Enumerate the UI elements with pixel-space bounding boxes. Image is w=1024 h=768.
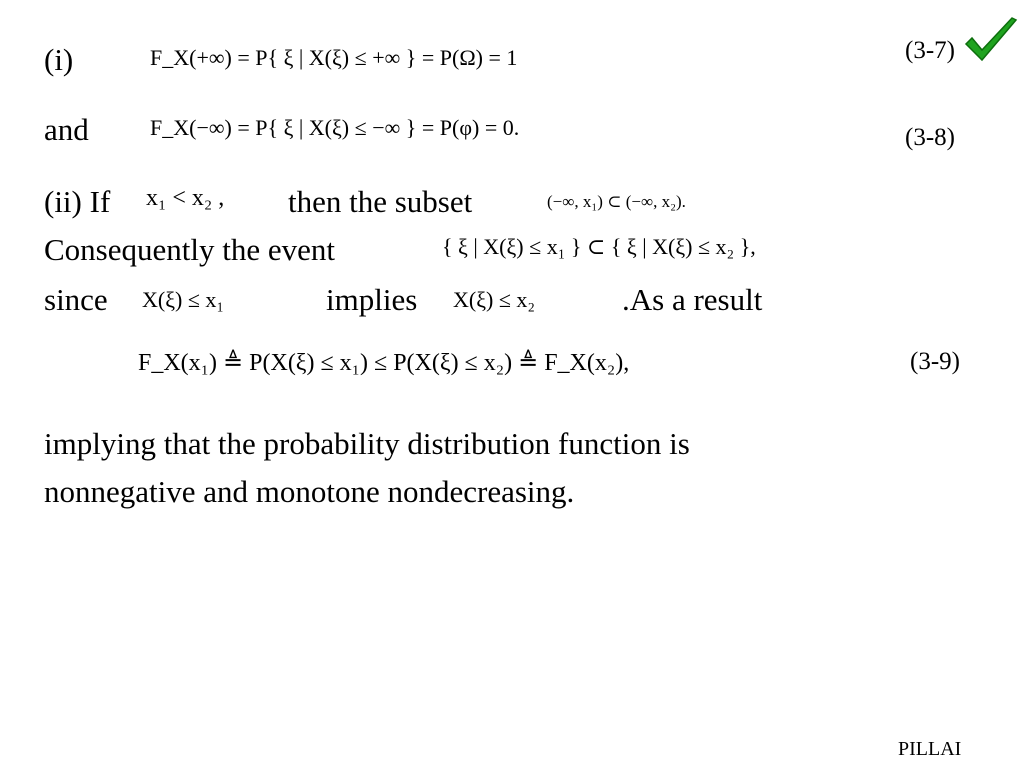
then-the-subset-text: then the subset — [288, 184, 473, 219]
label-i: (i) — [44, 42, 74, 77]
conclusion-line-2: nonnegative and monotone nondecreasing. — [44, 474, 575, 509]
equation-3-9: F_X(x₁) ≜ P(X(ξ) ≤ x₁) ≤ P(X(ξ) ≤ x₂) ≜ F_X(x₂), — [138, 350, 630, 376]
since-text: since — [44, 282, 108, 317]
label-ii-if: (ii) If — [44, 184, 111, 219]
equation-number-3-8: (3-8) — [905, 124, 955, 151]
condition-x1-less-than-x2: x₁ < x₂ , — [146, 185, 225, 211]
label-and: and — [44, 112, 89, 147]
equation-number-3-9: (3-9) — [910, 348, 960, 375]
implies-text: implies — [326, 282, 418, 317]
checkmark-icon — [962, 14, 1020, 66]
interval-subset: (−∞, x₁) ⊂ (−∞, x₂). — [547, 192, 686, 211]
as-a-result-text: .As a result — [622, 282, 763, 317]
conclusion-line-1: implying that the probability distribution function is — [44, 426, 690, 461]
equation-3-7: F_X(+∞) = P{ ξ | X(ξ) ≤ +∞ } = P(Ω) = 1 — [150, 45, 518, 70]
since-expression: X(ξ) ≤ x₁ — [142, 287, 225, 312]
event-subset: { ξ | X(ξ) ≤ x₁ } ⊂ { ξ | X(ξ) ≤ x₂ }, — [442, 234, 756, 259]
implies-expression: X(ξ) ≤ x₂ — [453, 287, 536, 312]
consequently-text: Consequently the event — [44, 232, 335, 267]
author-footer: PILLAI — [898, 738, 962, 760]
equation-3-8: F_X(−∞) = P{ ξ | X(ξ) ≤ −∞ } = P(φ) = 0. — [150, 115, 520, 140]
equation-number-3-7: (3-7) — [905, 37, 955, 64]
